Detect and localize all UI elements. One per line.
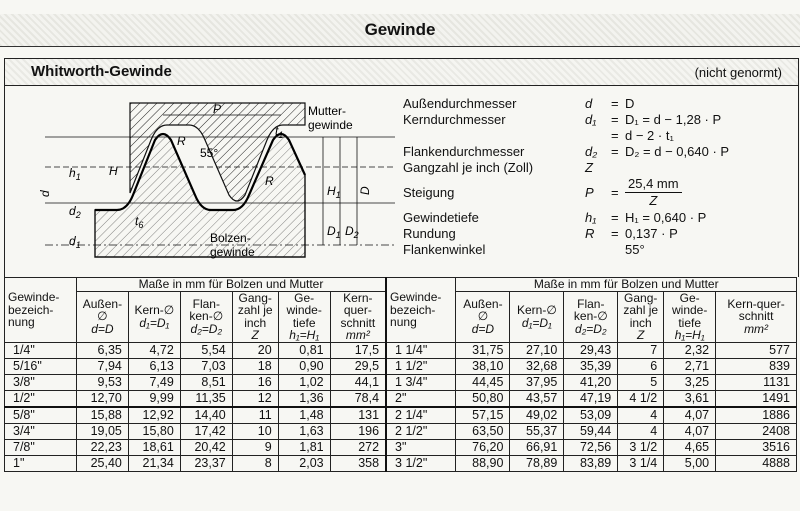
column-header — [618, 291, 664, 342]
column-header — [278, 291, 330, 342]
designation-cell: 3" — [386, 439, 456, 455]
table-row — [5, 455, 797, 471]
table-row — [5, 423, 797, 439]
column-header — [128, 291, 180, 342]
label-R-top: R — [177, 134, 186, 148]
column-header-designation: Gewinde-bezeich-nung — [5, 278, 77, 343]
table-row — [5, 358, 797, 374]
value-cell: 44,1 — [330, 374, 386, 390]
column-symbol: d=D — [471, 321, 495, 336]
value-cell: 63,50 — [456, 423, 510, 439]
value-cell: 4 — [618, 423, 664, 439]
spec-label: Gewindetiefe — [403, 210, 479, 225]
group-header: Maße in mm für Bolzen und Mutter — [76, 278, 386, 292]
value-cell: 35,39 — [564, 358, 618, 374]
table-row — [5, 342, 797, 358]
column-header — [510, 291, 564, 342]
value-cell: 47,19 — [564, 390, 618, 407]
value-cell: 20,42 — [180, 439, 232, 455]
column-header — [232, 291, 278, 342]
spec-label: Flankenwinkel — [403, 242, 486, 257]
value-cell: 37,95 — [510, 374, 564, 390]
value-cell: 1131 — [716, 374, 797, 390]
column-title: Ge-winde-tiefe — [671, 290, 708, 330]
label-R-right: R — [265, 174, 274, 188]
value-cell: 66,91 — [510, 439, 564, 455]
value-cell: 1,63 — [278, 423, 330, 439]
value-cell: 7,49 — [128, 374, 180, 390]
value-cell: 27,10 — [510, 342, 564, 358]
value-cell: 9,99 — [128, 390, 180, 407]
value-cell: 15,80 — [128, 423, 180, 439]
value-cell: 839 — [716, 358, 797, 374]
spec-value: D₁ = d − 1,28 · P — [625, 112, 722, 127]
value-cell: 2,03 — [278, 455, 330, 471]
value-cell: 7,94 — [76, 358, 128, 374]
label-d: d — [38, 190, 52, 197]
column-symbol: d₂=D₂ — [575, 321, 607, 336]
value-cell: 43,57 — [510, 390, 564, 407]
value-cell: 3,61 — [664, 390, 716, 407]
spec-label: Rundung — [403, 226, 456, 241]
column-symbol: d₁=D₁ — [139, 315, 170, 330]
spec-equals: = — [611, 144, 619, 159]
label-d1: $d_1$ — [69, 234, 81, 250]
label-D: D — [358, 186, 372, 195]
designation-cell: 3 1/2" — [386, 455, 456, 471]
spec-fraction — [625, 176, 682, 209]
value-cell: 358 — [330, 455, 386, 471]
spec-equals: = — [611, 185, 619, 200]
designation-cell: 1 1/4" — [386, 342, 456, 358]
value-cell: 3 1/4 — [618, 455, 664, 471]
value-cell: 76,20 — [456, 439, 510, 455]
label-H1: $H_1$ — [327, 184, 341, 200]
spec-value: H₁ = 0,640 · P — [625, 210, 707, 225]
thread-dimensions-table — [4, 277, 797, 472]
value-cell: 17,42 — [180, 423, 232, 439]
table-row — [5, 439, 797, 455]
value-cell: 50,80 — [456, 390, 510, 407]
spec-equals: = — [611, 210, 619, 225]
header-row-group — [5, 278, 797, 292]
spec-symbol: d — [585, 96, 593, 111]
value-cell: 15,88 — [76, 407, 128, 424]
value-cell: 83,89 — [564, 455, 618, 471]
value-cell: 14,40 — [180, 407, 232, 424]
value-cell: 78,4 — [330, 390, 386, 407]
designation-cell: 1 3/4" — [386, 374, 456, 390]
value-cell: 3,25 — [664, 374, 716, 390]
value-cell: 1,81 — [278, 439, 330, 455]
spec-label: Gangzahl je inch (Zoll) — [403, 160, 534, 175]
value-cell: 9,53 — [76, 374, 128, 390]
value-cell: 4,72 — [128, 342, 180, 358]
value-cell: 20 — [232, 342, 278, 358]
value-cell: 5 — [618, 374, 664, 390]
value-cell: 21,34 — [128, 455, 180, 471]
column-symbol: h₁=H₁ — [289, 328, 320, 342]
value-cell: 6,35 — [76, 342, 128, 358]
spec-label: Steigung — [403, 185, 455, 200]
value-cell: 41,20 — [564, 374, 618, 390]
value-cell: 12 — [232, 390, 278, 407]
column-header — [330, 291, 386, 342]
value-cell: 1,36 — [278, 390, 330, 407]
spec-value: 0,137 · P — [625, 226, 678, 241]
value-cell: 1,02 — [278, 374, 330, 390]
value-cell: 78,89 — [510, 455, 564, 471]
spec-symbol: Z — [585, 160, 593, 175]
column-title: Kern-quer-schnitt — [727, 296, 785, 324]
value-cell: 5,00 — [664, 455, 716, 471]
value-cell: 0,90 — [278, 358, 330, 374]
designation-cell: 5/8" — [5, 407, 77, 424]
column-title: Kern-quer-schnitt — [340, 290, 376, 330]
designation-cell: 1/4" — [5, 342, 77, 358]
value-cell: 2408 — [716, 423, 797, 439]
table-row — [5, 374, 797, 390]
column-header — [716, 291, 797, 342]
spec-label: Kerndurchmesser — [403, 112, 506, 127]
value-cell: 1886 — [716, 407, 797, 424]
value-cell: 31,75 — [456, 342, 510, 358]
value-cell: 22,23 — [76, 439, 128, 455]
value-cell: 196 — [330, 423, 386, 439]
label-bolzen: Bolzen- — [210, 231, 251, 245]
column-symbol: d₁=D₁ — [521, 315, 552, 330]
spec-value: d − 2 · t₁ — [625, 128, 674, 143]
value-cell: 72,56 — [564, 439, 618, 455]
label-H: H — [109, 164, 118, 178]
label-angle: 55° — [200, 146, 219, 160]
spec-symbol: h₁ — [585, 210, 597, 225]
column-header — [456, 291, 510, 342]
label-D1: $D_1$ — [327, 224, 341, 240]
spec-equals: = — [611, 128, 619, 143]
value-cell: 4 1/2 — [618, 390, 664, 407]
value-cell: 4 — [618, 407, 664, 424]
designation-cell: 2" — [386, 390, 456, 407]
spec-value: D₂ = d − 0,640 · P — [625, 144, 730, 159]
value-cell: 59,44 — [564, 423, 618, 439]
spec-symbol: d₂ — [585, 144, 598, 159]
section-title: Whitworth-Gewinde — [31, 63, 172, 80]
value-cell: 6 — [618, 358, 664, 374]
value-cell: 49,02 — [510, 407, 564, 424]
value-cell: 0,81 — [278, 342, 330, 358]
value-cell: 32,68 — [510, 358, 564, 374]
label-d2: $d_2$ — [69, 204, 81, 220]
column-symbol: Z — [637, 328, 645, 342]
column-title: Kern-∅ — [134, 303, 175, 317]
spec-symbol: d₁ — [585, 112, 597, 127]
title-banner — [0, 14, 800, 47]
value-cell: 17,5 — [330, 342, 386, 358]
column-title: Außen-∅ — [463, 296, 503, 324]
column-title: Ge-winde-tiefe — [286, 290, 322, 330]
spec-label: Flankendurchmesser — [403, 144, 525, 159]
value-cell: 18,61 — [128, 439, 180, 455]
column-header — [76, 291, 128, 342]
spec-symbol: P — [585, 185, 594, 200]
value-cell: 3 1/2 — [618, 439, 664, 455]
thread-profile-diagram — [5, 85, 405, 275]
value-cell: 11,35 — [180, 390, 232, 407]
value-cell: 38,10 — [456, 358, 510, 374]
designation-cell: 7/8" — [5, 439, 77, 455]
designation-cell: 2 1/4" — [386, 407, 456, 424]
column-header — [180, 291, 232, 342]
value-cell: 53,09 — [564, 407, 618, 424]
column-title: Kern-∅ — [516, 303, 557, 317]
label-mutter: Mutter- — [308, 104, 347, 118]
value-cell: 3516 — [716, 439, 797, 455]
fraction-numerator: 25,4 mm — [625, 176, 682, 193]
column-title: Gang-zahl je inch — [623, 290, 659, 330]
spec-value: D — [625, 96, 635, 111]
label-mutter-gewinde: gewinde — [308, 118, 353, 132]
label-h1: $h_1$ — [69, 166, 81, 182]
column-header-designation: Gewinde-bezeich-nung — [386, 278, 456, 343]
designation-cell: 1" — [5, 455, 77, 471]
value-cell: 2,71 — [664, 358, 716, 374]
value-cell: 9 — [232, 439, 278, 455]
value-cell: 11 — [232, 407, 278, 424]
spec-value: 55° — [625, 242, 645, 257]
spec-equals: = — [611, 226, 619, 241]
value-cell: 16 — [232, 374, 278, 390]
label-P: P — [213, 102, 222, 116]
designation-cell: 3/8" — [5, 374, 77, 390]
value-cell: 55,37 — [510, 423, 564, 439]
value-cell: 1491 — [716, 390, 797, 407]
value-cell: 57,15 — [456, 407, 510, 424]
value-cell: 272 — [330, 439, 386, 455]
value-cell: 88,90 — [456, 455, 510, 471]
value-cell: 23,37 — [180, 455, 232, 471]
figure-area — [4, 85, 799, 277]
spec-equals: = — [611, 112, 619, 127]
spec-symbol: R — [585, 226, 595, 241]
table-row — [5, 390, 797, 407]
value-cell: 44,45 — [456, 374, 510, 390]
value-cell: 29,43 — [564, 342, 618, 358]
label-t1: $t_1$ — [275, 124, 284, 140]
column-header — [564, 291, 618, 342]
section-header — [4, 58, 799, 86]
value-cell: 4,65 — [664, 439, 716, 455]
designation-cell: 1 1/2" — [386, 358, 456, 374]
fraction-denominator: Z — [649, 193, 658, 208]
table-row — [5, 407, 797, 424]
value-cell: 29,5 — [330, 358, 386, 374]
value-cell: 12,70 — [76, 390, 128, 407]
column-symbol: mm² — [345, 328, 370, 342]
column-symbol: d=D — [91, 321, 114, 336]
section-note: (nicht genormt) — [694, 65, 782, 80]
value-cell: 6,13 — [128, 358, 180, 374]
spec-label: Außendurchmesser — [403, 96, 517, 111]
value-cell: 4,07 — [664, 423, 716, 439]
column-symbol: Z — [251, 328, 259, 342]
designation-cell: 2 1/2" — [386, 423, 456, 439]
label-bolzen-gewinde: gewinde — [210, 245, 255, 259]
designation-cell: 1/2" — [5, 390, 77, 407]
label-D2: $D_2$ — [345, 224, 359, 240]
spec-equals: = — [611, 96, 619, 111]
column-symbol: d₂=D₂ — [190, 321, 223, 336]
column-symbol: mm² — [744, 321, 769, 336]
column-title: Gang-zahl je inch — [237, 290, 273, 330]
designation-cell: 3/4" — [5, 423, 77, 439]
page-title: Gewinde — [364, 20, 436, 39]
value-cell: 131 — [330, 407, 386, 424]
column-title: Außen-∅ — [82, 296, 123, 324]
value-cell: 1,48 — [278, 407, 330, 424]
label-t6: $t_6$ — [135, 214, 144, 230]
value-cell: 10 — [232, 423, 278, 439]
value-cell: 12,92 — [128, 407, 180, 424]
value-cell: 7,03 — [180, 358, 232, 374]
value-cell: 19,05 — [76, 423, 128, 439]
column-title: Flan-ken-∅ — [573, 296, 608, 324]
value-cell: 4888 — [716, 455, 797, 471]
column-title: Flan-ken-∅ — [189, 296, 224, 324]
value-cell: 5,54 — [180, 342, 232, 358]
value-cell: 18 — [232, 358, 278, 374]
designation-cell: 5/16" — [5, 358, 77, 374]
value-cell: 4,07 — [664, 407, 716, 424]
value-cell: 7 — [618, 342, 664, 358]
group-header: Maße in mm für Bolzen und Mutter — [456, 278, 797, 292]
column-header — [664, 291, 716, 342]
column-symbol: h₁=H₁ — [674, 328, 705, 342]
value-cell: 25,40 — [76, 455, 128, 471]
value-cell: 8,51 — [180, 374, 232, 390]
value-cell: 2,32 — [664, 342, 716, 358]
value-cell: 8 — [232, 455, 278, 471]
value-cell: 577 — [716, 342, 797, 358]
